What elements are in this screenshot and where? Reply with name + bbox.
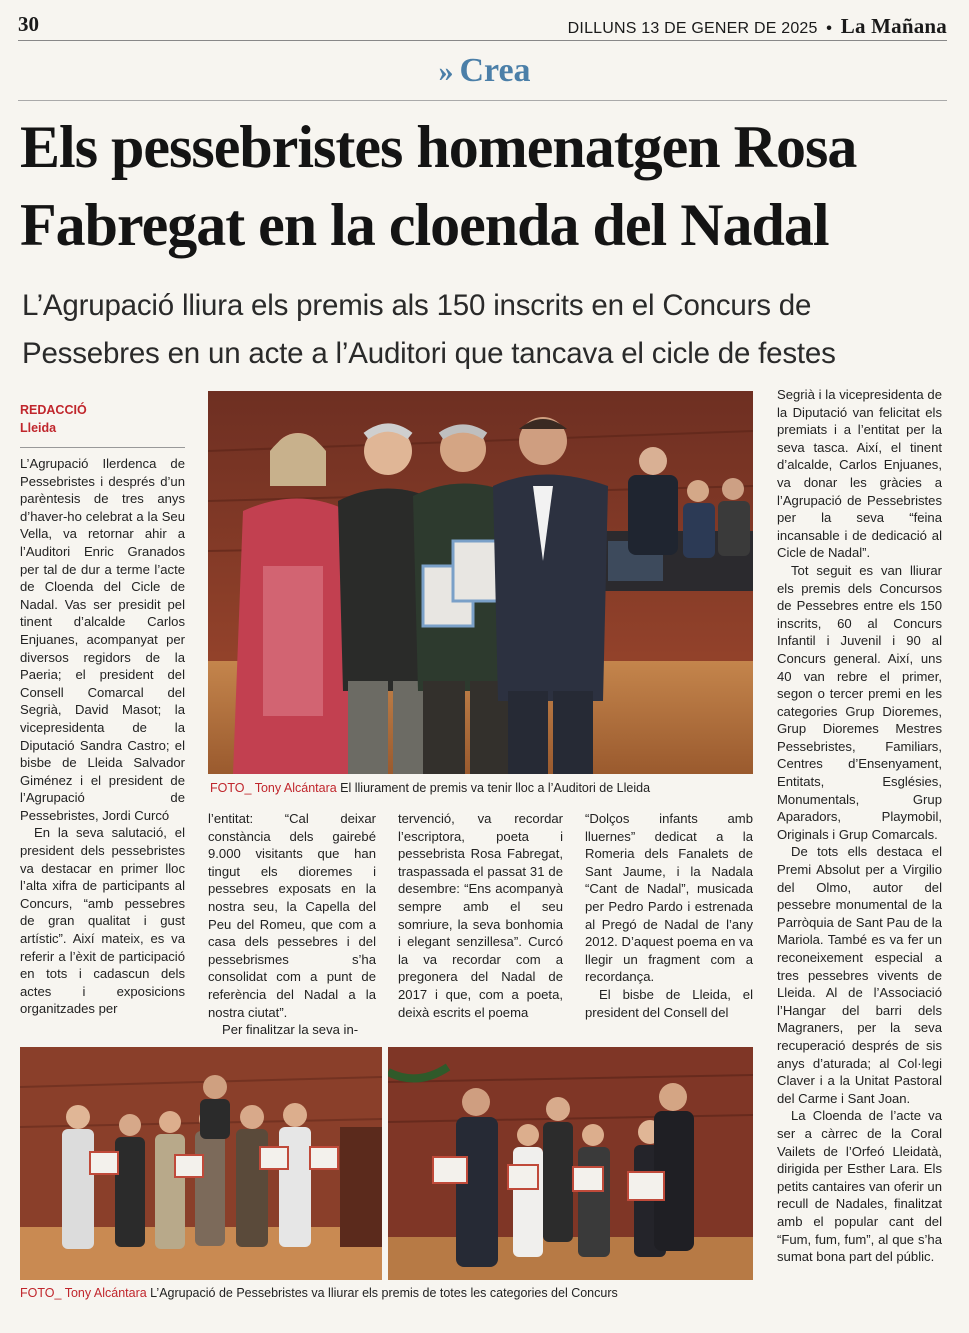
paragraph: Tot seguit es van lliurar els premis dels Concursos de Pessebres entre els 150 inscrits, 60 al Concurs Infantil i Juvenil i 90 al Concurs general. Així, uns 40 van rebre el primer, segon o tercer premi en les categories Grup Dioremes, Grup Dioremes Mestres Pessebristes, Familiars, Centres d’Ensenyament, Entitats, Esglésies, Monumentals, Grup Aparadors, Playmobil, Originals i Grup Comarcals. (777, 562, 942, 842)
paragraph: l’entitat: “Cal deixar constància dels gairebé 9.000 visitants que han tingut els dioremes i pessebres exposats en la nostra seu, la Capella del Peu del Romeu, que com a casa dels pessebres i del pessebrismes s’ha consolidat com a punt de referència del Nadal a la nostra ciutat”. (208, 811, 376, 1020)
section-label: Crea (459, 52, 531, 89)
article-column-5 (777, 386, 942, 1266)
page-number: 30 (18, 12, 39, 36)
paragraph: En la seva salutació, el president dels pessebristes va destacar en primer lloc l’alta xifra de participants al Concurs, “amb pessebres de gran qualitat i gust artístic”. Així mateix, es va referir a l’èxit de participació en tots i cadascun dels actes i exposicions organitzades per (20, 825, 185, 1017)
bottom-photo-right (388, 1047, 753, 1280)
masthead-rule (18, 40, 947, 41)
chevron-right-icon: » (438, 55, 454, 88)
newspaper-name: La Mañana (840, 14, 947, 38)
byline (20, 401, 87, 437)
photo-credit: FOTO_ Tony Alcántara (210, 781, 337, 795)
paragraph: L’Agrupació Ilerdenca de Pessebristes i després d’un parèntesis de tres anys d’haver-ho celebrat a la Seu Vella, va retornar ahir a l’Auditori Enric Granados per tal de dur a terme l’acte de Cloenda del Cicle de Nadal. Vas ser presidit pel tinent d’alcalde Carlos Enjuanes, acompanyat per diversos regidors de la Paeria; el president del Consell Comarcal del Segrià, David Masot; la vicepresidenta de la Diputació Sandra Castro; el bisbe de Lleida Salvador Giménez i el president de l’Agrupació de Pessebristes, Jordi Curcó (20, 456, 185, 823)
paragraph: “Dolços infants amb lluernes” dedicat a la Romeria dels Fanalets de Sant Jaume, i la Nadala “Cant de Nadal”, musicada per Pedro Pardo i estrenada al Pregó de Nadal de l’any 2012. D’aquest poema en va llegir un fragment com a recordança. (585, 811, 753, 985)
paragraph: tervenció, va recordar l’escriptora, poeta i pessebrista Rosa Fabregat, traspassada el passat 31 de desembre: “Ens acompanyà sempre amb el seu somriure, la seva bonhomia i elegant senzillesa”. Curcó la va recordar com a pregonera del Nadal de 2017 i que, com a poeta, deixà escrits el poema (398, 811, 563, 1020)
issue-date: DILLUNS 13 DE GENER DE 2025 (567, 20, 818, 37)
bottom-photo-left (20, 1047, 382, 1280)
children-awards-photo (20, 1047, 382, 1280)
section-tag (0, 52, 969, 90)
byline-place: Lleida (20, 421, 57, 435)
article-headline: Els pessebristes homenatgen Rosa Fabregat en la cloenda del Nadal (20, 114, 857, 258)
caption-text: El lliurament de premis va tenir lloc a l’Auditori de Lleida (336, 781, 651, 795)
article-column-1 (20, 455, 185, 1018)
article-subhead: L’Agrupació lliura els premis als 150 inscrits en el Concurs de Pessebres en un acte a l’Auditori que tancava el cicle de festes (22, 289, 836, 370)
bottom-photos-caption (20, 1285, 618, 1301)
byline-author: REDACCIÓ (20, 403, 87, 417)
paragraph: Segrià i la vicepresidenta de la Diputació van felicitat els premiats i a l’entitat per la seva tasca. Així, el tinent d’alcalde, Carlos Enjuanes, va donar les gràcies a l’Agrupació de Pessebristes per la seva “feina incansable i de dedicació al Cicle de Nadal”. (777, 387, 942, 561)
paragraph: Per finalitzar la seva in- (222, 1022, 359, 1038)
byline-rule (20, 447, 185, 448)
main-photo (208, 391, 753, 774)
caption-text: L’Agrupació de Pessebristes va lliurar els premis de totes les categories del Concurs (146, 1286, 618, 1300)
article-column-3 (398, 810, 563, 1021)
group-awards-photo (388, 1047, 753, 1280)
award-ceremony-photo (208, 391, 753, 774)
masthead (18, 10, 947, 38)
section-rule (18, 100, 947, 101)
main-photo-caption (210, 780, 650, 796)
article-column-2 (208, 810, 376, 1039)
paragraph: El bisbe de Lleida, el president del Consell del (585, 986, 753, 1020)
photo-credit: FOTO_ Tony Alcántara (20, 1286, 147, 1300)
article-column-4 (585, 810, 753, 1021)
masthead-date-line (568, 14, 947, 39)
paragraph: De tots ells destaca el Premi Absolut per a Virgilio del Olmo, autor del pessebre monumental de la Parròquia de Sant Pau de la Mariola. També es va fer un reconeixement especial a tres pessebres vivents de Lleida. Al de l’Associació l’Hangar del barri dels Magraners, per la seva recuperació després de sis anys d’aturada; al Col·legi Claver i a la Unitat Pastoral del Carme i Sant Joan. (777, 844, 942, 1106)
paragraph: La Cloenda de l’acte va ser a càrrec de la Coral Vailets de l’Orfeó Lleidatà, dirigida per Esther Lara. Els petits cantaires van oferir un recull de Nadales, finalitzat amb el popular cant del “Fum, fum, fum”, al que s’ha sumat bona part del públic. (777, 1108, 942, 1265)
masthead-separator: • (826, 20, 833, 37)
